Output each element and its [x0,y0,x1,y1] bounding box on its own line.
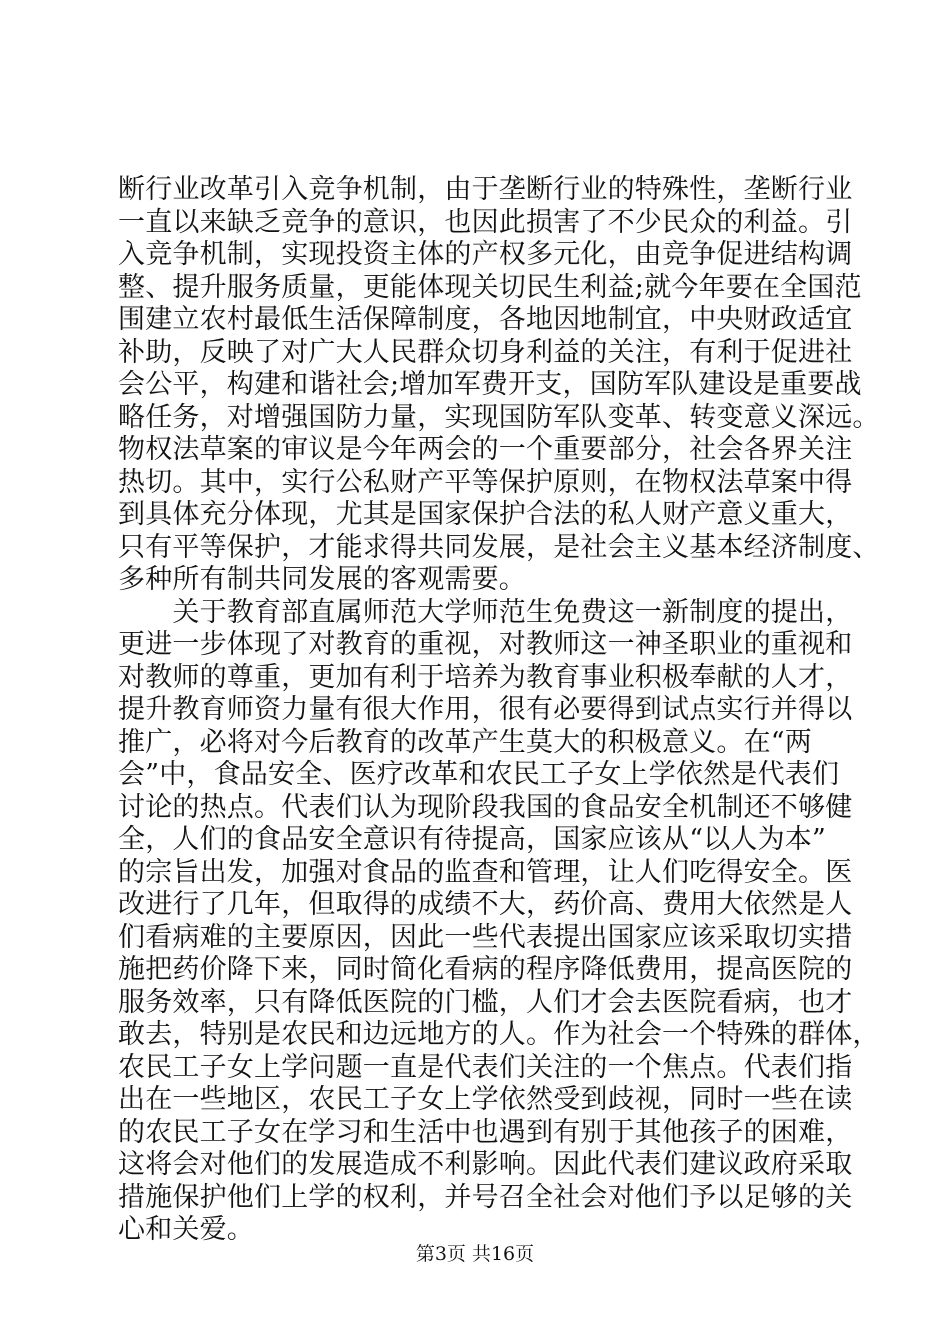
text-line: 出在一些地区，农民工子女上学依然受到歧视，同时一些在读 [118,1084,853,1115]
text-line: 讨论的热点。代表们认为现阶段我国的食品安全机制还不够健 [118,791,853,823]
text-line: 更进一步体现了对教育的重视，对教师这一神圣职业的重视和 [118,629,853,660]
text-line: 略任务，对增强国防力量，实现国防军队变革、转变意义深远。 [118,401,880,433]
text-line: 围建立农村最低生活保障制度，各地因地制宜，中央财政适宜 [118,304,853,335]
text-line: 到具体充分体现，尤其是国家保护合法的私人财产意义重大， [118,499,853,530]
text-line: 推广，必将对今后教育的改革产生莫大的积极意义。在“两 [118,726,813,758]
text-line: 这将会对他们的发展造成不利影响。因此代表们建议政府采取 [118,1149,853,1180]
text-line: 一直以来缺乏竞争的意识，也因此损害了不少民众的利益。引 [118,206,853,238]
text-line: 提升教育师资力量有很大作用，很有必要得到试点实行并得以 [118,694,853,725]
text-line: 敢去，特别是农民和边远地方的人。作为社会一个特殊的群体， [118,1019,880,1050]
text-line: 的宗旨出发，加强对食品的监查和管理，让人们吃得安全。医 [118,856,853,888]
text-line: 农民工子女上学问题一直是代表们关注的一个焦点。代表们指 [118,1051,853,1083]
text-line: 的农民工子女在学习和生活中也遇到有别于其他孩子的困难， [118,1116,853,1148]
text-line: 心和关爱。 [118,1214,254,1245]
text-line: 物权法草案的审议是今年两会的一个重要部分，社会各界关注 [118,434,853,465]
text-line: 们看病难的主要原因，因此一些代表提出国家应该采取切实措 [118,921,853,953]
text-line: 服务效率，只有降低医院的门槛，人们才会去医院看病，也才 [118,986,853,1018]
text-line: 断行业改革引入竞争机制，由于垄断行业的特殊性，垄断行业 [118,174,853,205]
text-line: 全，人们的食品安全意识有待提高，国家应该从“以人为本” [118,824,827,855]
text-line: 对教师的尊重，更加有利于培养为教育事业积极奉献的人才， [118,661,853,693]
text-line: 关于教育部直属师范大学师范生免费这一新制度的提出， [118,596,853,628]
text-line: 整、提升服务质量，更能体现关切民生利益;就今年要在全国范 [118,271,862,303]
text-line: 措施保护他们上学的权利，并号召全社会对他们予以足够的关 [118,1181,853,1213]
text-line: 热切。其中，实行公私财产平等保护原则，在物权法草案中得 [118,466,853,498]
text-line: 补助，反映了对广大人民群众切身利益的关注，有利于促进社 [118,336,853,368]
text-line: 施把药价降下来，同时简化看病的程序降低费用，提高医院的 [118,954,853,985]
text-line: 只有平等保护，才能求得共同发展，是社会主义基本经济制度、 [118,531,880,563]
page-number-footer: 第3页 共16页 [415,1243,535,1265]
text-line: 多种所有制共同发展的客观需要。 [118,564,526,595]
text-line: 入竞争机制，实现投资主体的产权多元化，由竞争促进结构调 [118,239,853,270]
text-line: 会”中，食品安全、医疗改革和农民工子女上学依然是代表们 [118,759,840,790]
text-line: 改进行了几年，但取得的成绩不大，药价高、费用大依然是人 [118,889,853,920]
text-line: 会公平，构建和谐社会;增加军费开支，国防军队建设是重要战 [118,369,862,400]
